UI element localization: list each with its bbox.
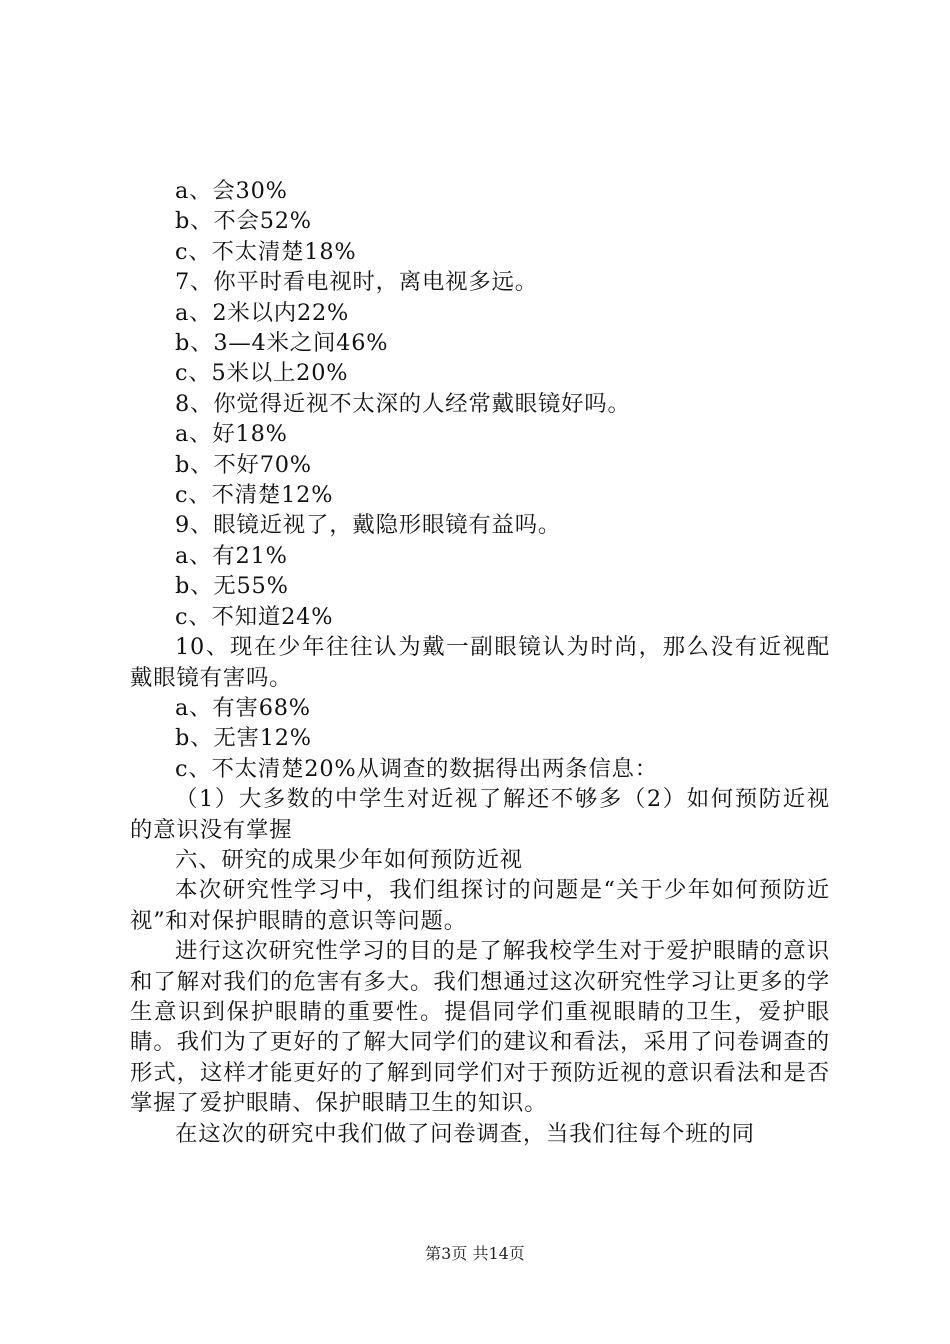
body-paragraph: 在这次的研究中我们做了问卷调查，当我们往每个班的同 (175, 1120, 755, 1147)
option-line: a、有21% (175, 542, 288, 569)
option-line: a、2米以内22% (175, 299, 350, 326)
option-line: b、不好70% (175, 451, 312, 478)
option-line: c、不清楚12% (175, 482, 334, 509)
option-line: c、不太清楚20%从调查的数据得出两条信息： (175, 755, 658, 782)
option-line: b、无害12% (175, 725, 312, 752)
question-line: 8、你觉得近视不太深的人经常戴眼镜好吗。 (175, 390, 631, 417)
section-heading: 六、研究的成果少年如何预防近视 (175, 846, 523, 873)
body-paragraph: 本次研究性学习中，我们组探讨的问题是“关于少年如何预防近视”和对保护眼睛的意识等问题。 (130, 877, 830, 934)
question-line: 9、眼镜近视了，戴隐形眼镜有益吗。 (175, 512, 562, 539)
document-body (130, 176, 830, 1149)
conclusion-paragraph: （1）大多数的中学生对近视了解还不够多（2）如何预防近视的意识没有掌握 (130, 786, 830, 843)
option-line: b、3—4米之间46% (175, 330, 389, 357)
option-line: c、不太清楚18% (175, 238, 357, 265)
question-line: 7、你平时看电视时，离电视多远。 (175, 269, 538, 296)
option-line: a、好18% (175, 421, 288, 448)
body-paragraph: 进行这次研究性学习的目的是了解我校学生对于爱护眼睛的意识和了解对我们的危害有多大。我们想通过这次研究性学习让更多的学生意识到保护眼睛的重要性。提倡同学们重视眼睛的卫生，爱护眼睛。我们为了更好的了解大同学们的建议和看法，采用了问卷调查的形式，这样才能更好的了解到同学们对于预防近视的意识看法和是否掌握了爱护眼睛、保护眼睛卫生的知识。 (130, 938, 830, 1117)
option-line: a、会30% (175, 178, 288, 204)
option-line: b、不会52% (175, 208, 312, 235)
option-line: c、不知道24% (175, 603, 334, 630)
option-line: b、无55% (175, 573, 289, 600)
option-line: a、有害68% (175, 694, 311, 721)
question-line: 10、现在少年往往认为戴一副眼镜认为时尚，那么没有近视配戴眼镜有害吗。 (130, 634, 830, 691)
page-number-footer: 第3页 共14页 (425, 1244, 525, 1263)
option-line: c、5米以上20% (175, 360, 349, 387)
